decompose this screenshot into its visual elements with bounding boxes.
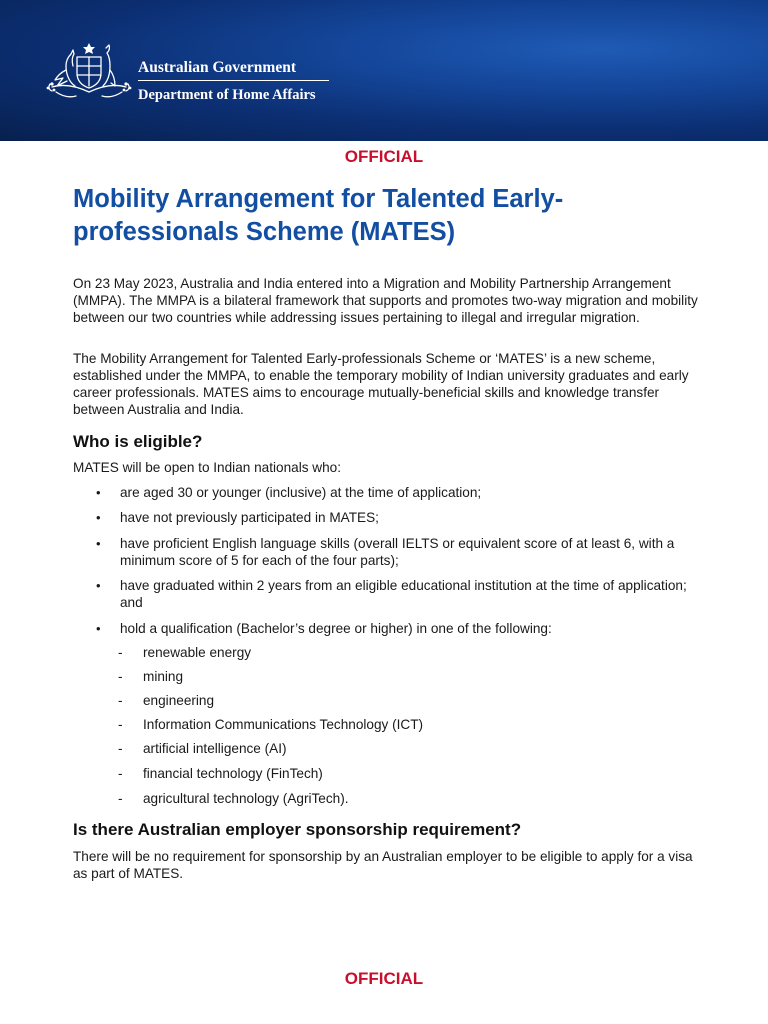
dash-icon: - xyxy=(118,766,123,781)
dash-icon: - xyxy=(118,741,123,756)
bullet-icon: • xyxy=(96,485,101,500)
criterion-text: are aged 30 or younger (inclusive) at the time of application; xyxy=(120,485,482,500)
page-header xyxy=(0,0,768,141)
bullet-icon: • xyxy=(96,536,101,551)
dash-icon: - xyxy=(118,669,123,684)
qualification-field: Information Communications Technology (ICT) xyxy=(143,717,424,732)
intro-paragraph: On 23 May 2023, Australia and India entered into a Migration and Mobility Partnership Arrangement (MMPA). The MMPA is a bilateral framework that supports and promotes two-way migration and mobility between our two countries while addressing issues pertaining to illegal and irregular migration. xyxy=(73,276,698,325)
criterion-text: have proficient English language skills (overall IELTS or equivalent score of at least 6, with a minimum score of 5 for each of the four parts); xyxy=(120,536,675,568)
government-name: Australian Government xyxy=(138,59,297,76)
criterion-text: have graduated within 2 years from an eligible educational institution at the time of application; and xyxy=(120,578,687,610)
dash-icon: - xyxy=(118,717,123,732)
eligibility-lead: MATES will be open to Indian nationals who: xyxy=(73,460,341,475)
dash-icon: - xyxy=(118,791,123,806)
eligibility-heading: Who is eligible? xyxy=(73,432,203,451)
bullet-icon: • xyxy=(96,621,101,636)
qualification-field: artificial intelligence (AI) xyxy=(143,741,287,756)
criterion-text: hold a qualification (Bachelor’s degree or higher) in one of the following: xyxy=(120,621,552,636)
criterion-text: have not previously participated in MATES; xyxy=(120,510,379,525)
dash-icon: - xyxy=(118,645,123,660)
qualification-field: agricultural technology (AgriTech). xyxy=(143,791,349,806)
coat-of-arms-icon xyxy=(44,40,134,104)
classification-marking-top: OFFICIAL xyxy=(344,147,424,166)
sponsorship-text: There will be no requirement for sponsorship by an Australian employer to be eligible to apply for a visa as part of MATES. xyxy=(73,849,693,881)
classification-marking-bottom: OFFICIAL xyxy=(344,969,424,988)
department-name: Department of Home Affairs xyxy=(138,87,316,103)
bullet-icon: • xyxy=(96,510,101,525)
dash-icon: - xyxy=(118,693,123,708)
qualification-field: financial technology (FinTech) xyxy=(143,766,323,781)
header-divider xyxy=(138,80,329,81)
intro-paragraph: The Mobility Arrangement for Talented Early-professionals Scheme or ‘MATES’ is a new scheme, established under the MMPA, to enable the temporary mobility of Indian university graduates and early career professionals. MATES aims to encourage mutually-beneficial skills and knowledge transfer between Australia and India. xyxy=(73,351,689,417)
qualification-field: renewable energy xyxy=(143,645,252,660)
bullet-icon: • xyxy=(96,578,101,593)
qualification-field: mining xyxy=(143,669,184,684)
page-title: Mobility Arrangement for Talented Early-professionals Scheme (MATES) xyxy=(73,185,564,246)
qualification-field: engineering xyxy=(143,693,215,708)
sponsorship-heading: Is there Australian employer sponsorship requirement? xyxy=(73,820,522,839)
